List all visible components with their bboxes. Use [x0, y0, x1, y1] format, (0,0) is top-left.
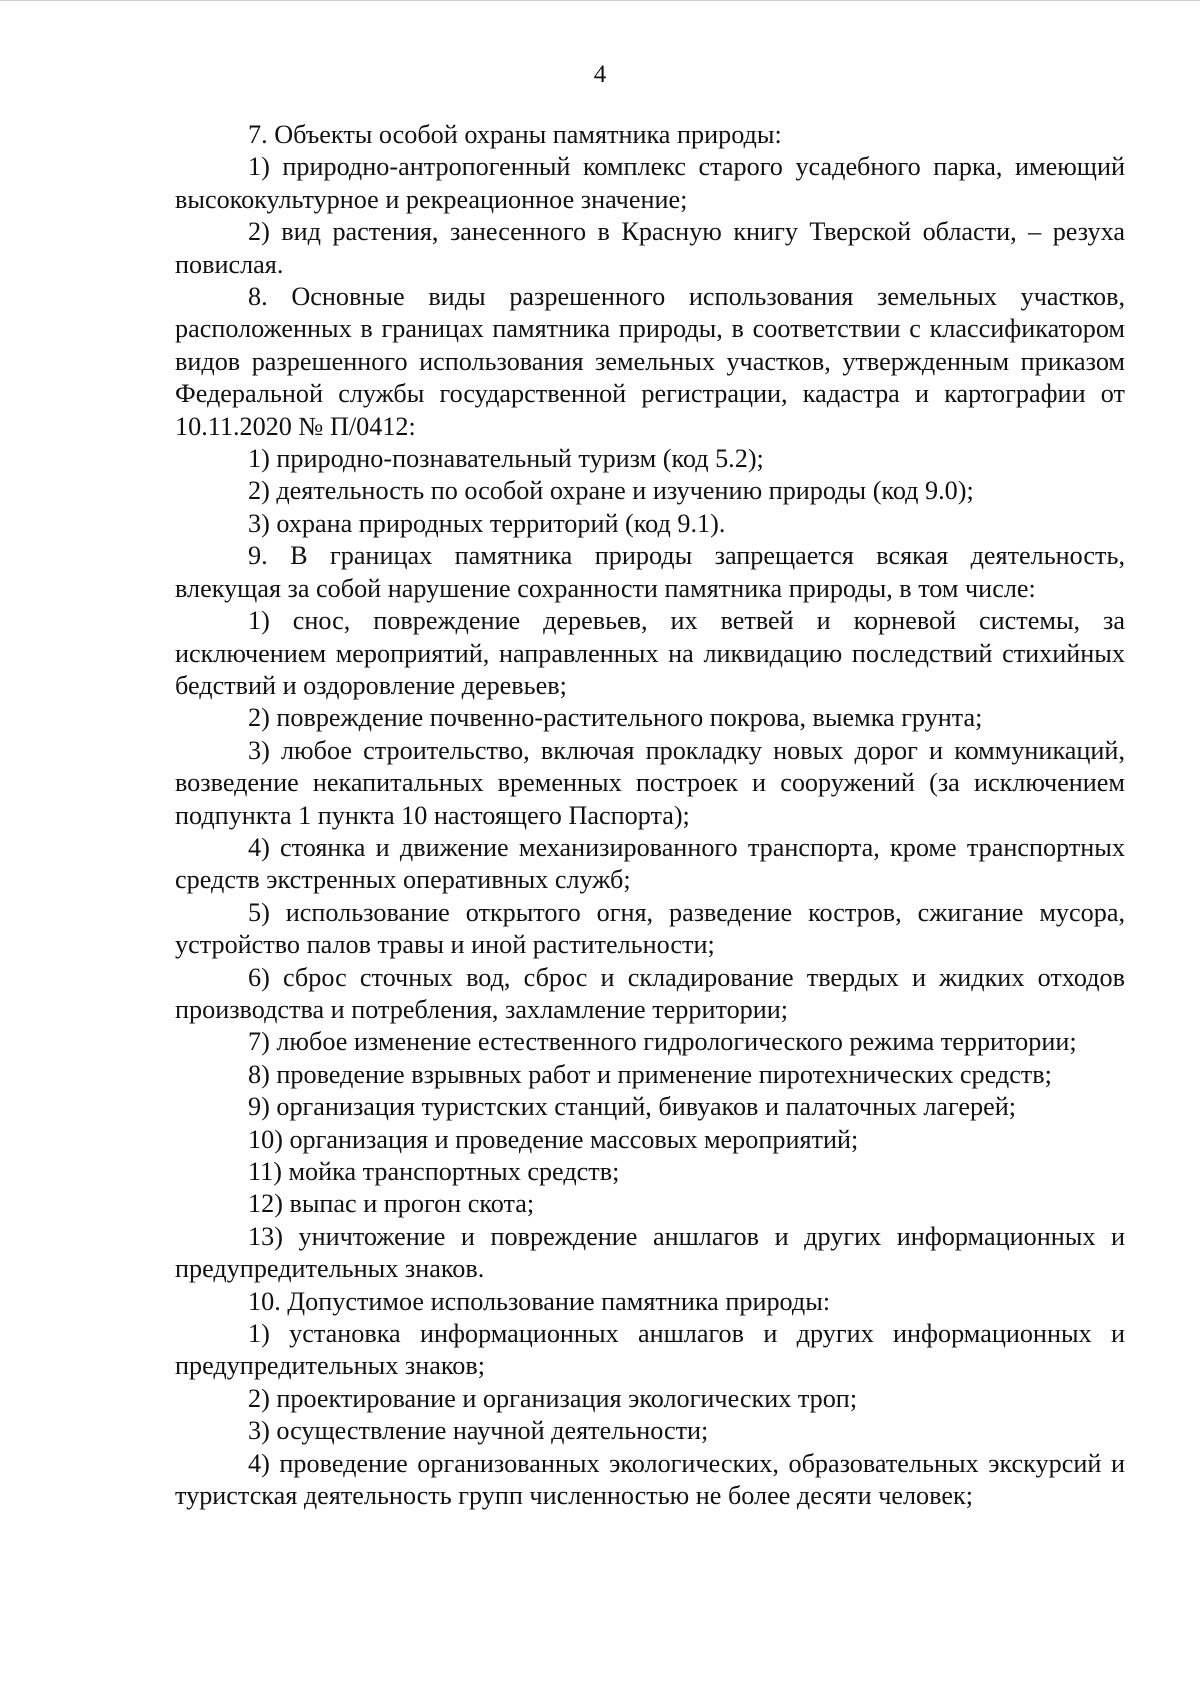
- section-10-item-4: 4) проведение организованных экологических, образовательных экскурсий и туристская деятельность групп численностью не более десяти человек;: [175, 1448, 1125, 1511]
- section-9-item-8: 8) проведение взрывных работ и применение пиротехнических средств;: [248, 1059, 1052, 1089]
- section-10-heading: 10. Допустимое использование памятника природы:: [248, 1286, 831, 1316]
- section-9-item-3: 3) любое строительство, включая прокладку новых дорог и коммуникаций, возведение некапитальных временных построек и сооружений (за исключением подпункта 1 пункта 10 настоящего Паспорта);: [175, 735, 1125, 830]
- section-10-item-3: 3) осуществление научной деятельности;: [248, 1416, 709, 1446]
- section-9-item-1: 1) снос, повреждение деревьев, их ветвей и корневой системы, за исключением мероприятий, направленных на ликвидацию последствий стихийных бедствий и оздоровление деревьев;: [175, 606, 1125, 700]
- section-8-item-1: 1) природно-познавательный туризм (код 5.2);: [248, 444, 764, 474]
- section-8-heading: 8. Основные виды разрешенного использования земельных участков, расположенных в границах памятника природы, в соответствии с классификатором видов разрешенного использования земельных участков, утвержденным приказом Федеральной службы государственной регистрации, кадастра и картографии от 10.11.2020 № П/0412:: [175, 282, 1125, 441]
- section-9-heading: 9. В границах памятника природы запрещается всякая деятельность, влекущая за собой нарушение сохранности памятника природы, в том числе:: [175, 541, 1125, 603]
- section-9-item-10: 10) организация и проведение массовых мероприятий;: [248, 1124, 859, 1154]
- section-10-item-1: 1) установка информационных аншлагов и других информационных и предупредительных знаков;: [175, 1319, 1125, 1381]
- section-9-item-5: 5) использование открытого огня, разведение костров, сжигание мусора, устройство палов травы и иной растительности;: [175, 897, 1125, 960]
- section-9-item-9: 9) организация туристских станций, бивуаков и палаточных лагерей;: [248, 1092, 1017, 1122]
- section-9-item-7: 7) любое изменение естественного гидрологического режима территории;: [248, 1027, 1077, 1057]
- section-7-item-2: 2) вид растения, занесенного в Красную книгу Тверской области, – резуха повислая.: [175, 217, 1125, 279]
- section-8-item-2: 2) деятельность по особой охране и изучению природы (код 9.0);: [248, 476, 974, 506]
- section-9-item-12: 12) выпас и прогон скота;: [248, 1189, 535, 1219]
- section-9-item-6: 6) сброс сточных вод, сброс и складирование твердых и жидких отходов производства и потребления, захламление территории;: [175, 962, 1125, 1024]
- document-body: [175, 119, 1125, 1512]
- section-9-item-13: 13) уничтожение и повреждение аншлагов и других информационных и предупредительных знаков.: [175, 1221, 1125, 1284]
- section-7-heading: 7. Объекты особой охраны памятника природы:: [248, 120, 782, 149]
- page-number: 4: [593, 61, 607, 88]
- section-9-item-4: 4) стоянка и движение механизированного транспорта, кроме транспортных средств экстренных оперативных служб;: [175, 832, 1125, 895]
- section-9-item-11: 11) мойка транспортных средств;: [248, 1157, 620, 1186]
- section-7-item-1: 1) природно-антропогенный комплекс старого усадебного парка, имеющий высококультурное и рекреационное значение;: [175, 152, 1125, 214]
- section-9-item-2: 2) повреждение почвенно-растительного покрова, выемка грунта;: [248, 703, 983, 733]
- section-8-item-3: 3) охрана природных территорий (код 9.1).: [248, 508, 726, 538]
- section-10-item-2: 2) проектирование и организация экологических троп;: [248, 1383, 858, 1413]
